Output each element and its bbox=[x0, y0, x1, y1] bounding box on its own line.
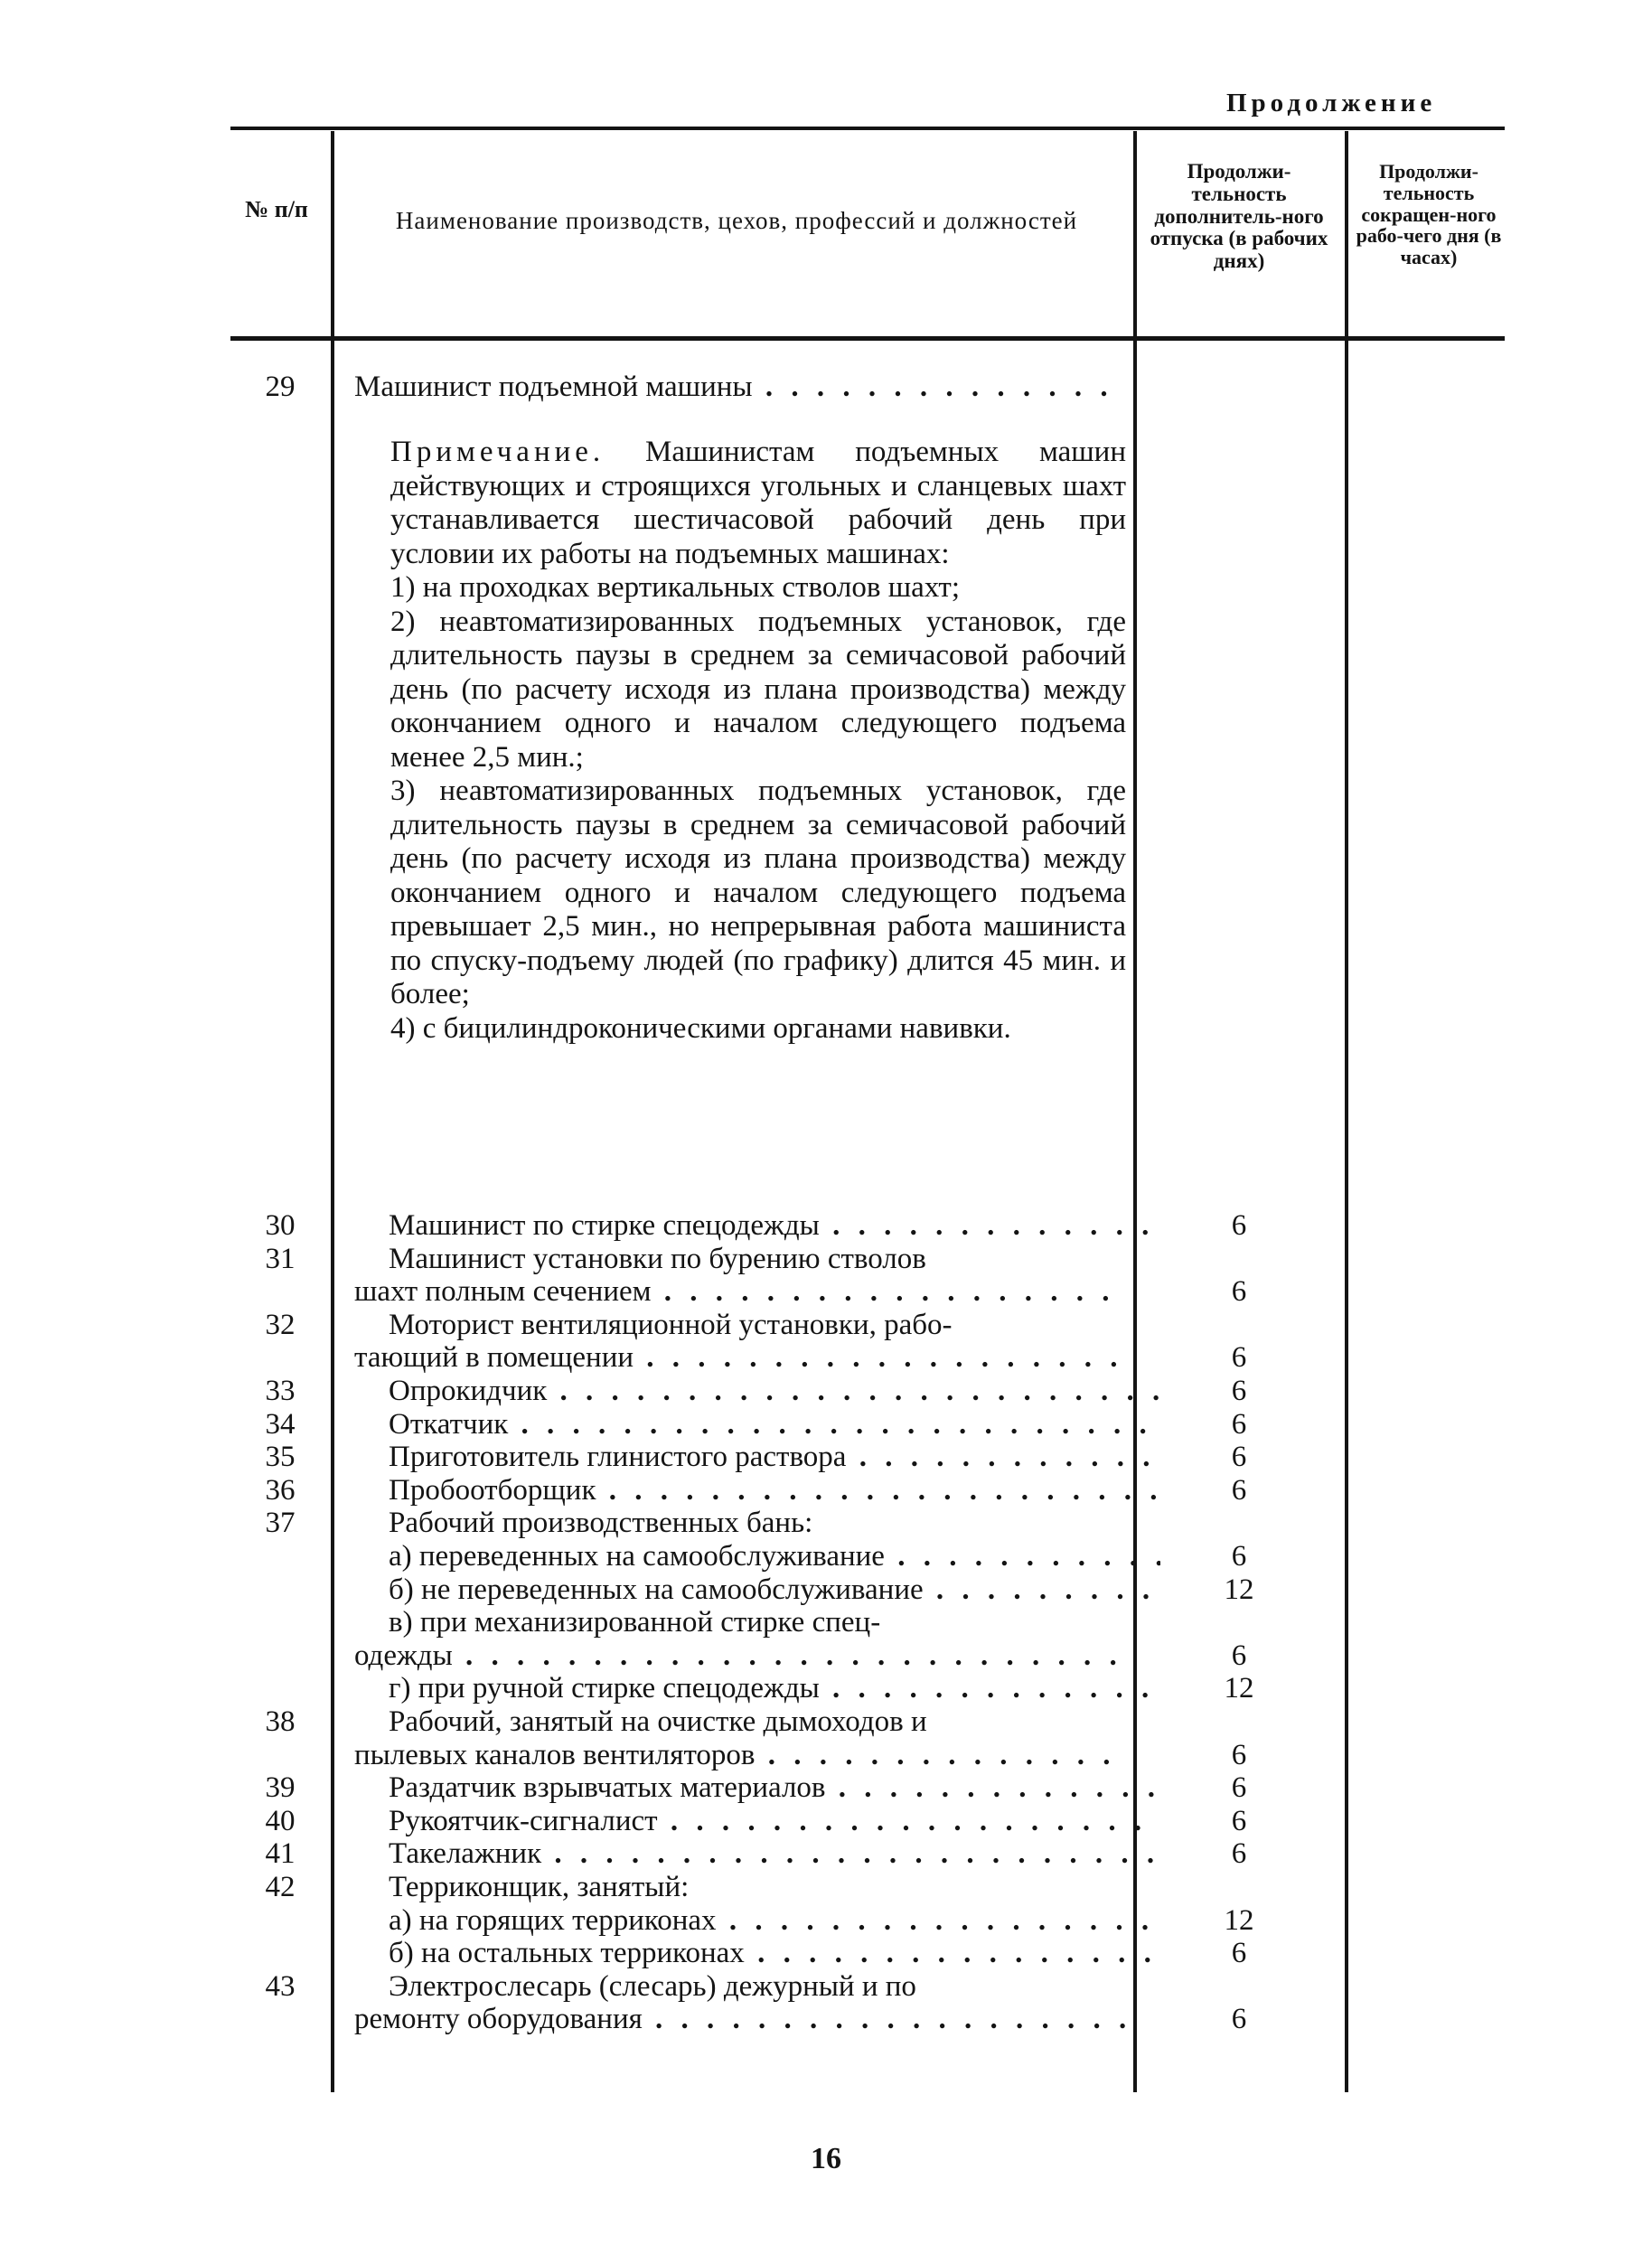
row-name: Такелажник . . . bbox=[389, 1837, 1160, 1871]
table-row bbox=[0, 1408, 1652, 1444]
table-row bbox=[0, 1970, 1652, 2006]
row-leave-value: 6 bbox=[1231, 1341, 1247, 1375]
entry-29-note bbox=[354, 436, 1126, 1046]
row-leave-value: 6 bbox=[1231, 1937, 1247, 1970]
row-name: б) на остальных терриконах . . . bbox=[389, 1937, 1160, 1970]
continuation-label: Продолжение bbox=[1226, 89, 1437, 117]
table-row bbox=[0, 1341, 1652, 1377]
row-leave-value: 6 bbox=[1231, 2003, 1247, 2036]
row-number: 30 bbox=[265, 1209, 296, 1242]
note-item-2: 2) неавтоматизированных подъемных установок, где длительность паузы в среднем за семичасовой рабочий день (по расчету исходя из плана производства) между окончанием одного и началом следующего подъема менее 2,5 мин.; bbox=[390, 605, 1126, 774]
header-leave-duration: Продолжи-тельность дополнитель-ного отпуска (в рабочих днях) bbox=[1150, 160, 1328, 273]
row-number: 33 bbox=[265, 1375, 296, 1407]
row-name: Откатчик . . . bbox=[389, 1408, 1160, 1442]
row-number: 31 bbox=[265, 1242, 296, 1275]
table-row bbox=[0, 1837, 1652, 1874]
row-name: Раздатчик взрывчатых материалов . . . bbox=[389, 1771, 1160, 1805]
table-row bbox=[0, 1771, 1652, 1808]
row-number: 32 bbox=[265, 1308, 296, 1341]
table-row bbox=[0, 1441, 1652, 1477]
header-name: Наименование производств, цехов, профессий и должностей bbox=[395, 207, 1078, 234]
row-leave-value: 6 bbox=[1231, 1441, 1247, 1474]
header-number: № п/п bbox=[245, 196, 308, 222]
row-number: 34 bbox=[265, 1407, 296, 1441]
table-row bbox=[0, 2003, 1652, 2039]
row-number: 35 bbox=[265, 1441, 296, 1474]
table-row bbox=[0, 1309, 1652, 1345]
note-lead: Примечание. bbox=[390, 436, 605, 468]
row-leave-value: 6 bbox=[1231, 1804, 1247, 1837]
header-bottom-rule bbox=[230, 336, 1505, 341]
row-leave-value: 6 bbox=[1231, 1407, 1247, 1441]
row-leave-value: 12 bbox=[1224, 1672, 1254, 1705]
row-name: Рабочий, занятый на очистке дымоходов и bbox=[389, 1705, 927, 1738]
row-number: 37 bbox=[265, 1507, 296, 1540]
table-row bbox=[0, 1573, 1652, 1610]
row-number: 41 bbox=[265, 1837, 296, 1871]
table-row bbox=[0, 1937, 1652, 1973]
row-name: б) не переведенных на самообслуживание . . . bbox=[389, 1573, 1160, 1607]
row-name: в) при механизированной стирке спец- bbox=[389, 1606, 881, 1639]
table-row bbox=[0, 1606, 1652, 1642]
table-row-29 bbox=[0, 371, 1652, 407]
note-item-1: 1) на проходках вертикальных стволов шахт; bbox=[390, 571, 961, 604]
row-leave-value: 6 bbox=[1231, 1275, 1247, 1309]
row-name: шахт полным сечением . . . bbox=[354, 1275, 1126, 1309]
row-name: а) переведенных на самообслуживание . . . bbox=[389, 1540, 1160, 1573]
row-leave-value: 6 bbox=[1231, 1473, 1247, 1507]
table-row bbox=[0, 1243, 1652, 1279]
page-number: 16 bbox=[811, 2142, 841, 2175]
row-leave-value: 6 bbox=[1231, 1540, 1247, 1573]
row-leave-value: 6 bbox=[1231, 1771, 1247, 1805]
row-name: Электрослесарь (слесарь) дежурный и по bbox=[389, 1969, 916, 2003]
row-leave-value: 6 bbox=[1231, 1837, 1247, 1871]
row-name: г) при ручной стирке спецодежды . . . bbox=[389, 1672, 1160, 1705]
note-item-4: 4) с бицилиндроконическими органами навивки. bbox=[390, 1011, 1011, 1045]
row-name: Опрокидчик . . . bbox=[389, 1375, 1160, 1408]
row-number: 29 bbox=[265, 371, 296, 403]
row-name: пылевых каналов вентиляторов . . . bbox=[354, 1739, 1126, 1772]
table-row bbox=[0, 1739, 1652, 1775]
row-leave-value: 6 bbox=[1231, 1375, 1247, 1407]
table-row bbox=[0, 1705, 1652, 1742]
note-text: Машинистам подъемных машин действующих и строящихся угольных и сланцевых шахт устанавливается шестичасовой рабочий день при условии их работы на подъемных машинах: bbox=[390, 436, 1126, 570]
row-name: Машинист подъемной машины . . . bbox=[354, 371, 1126, 404]
row-number: 42 bbox=[265, 1871, 296, 1903]
row-name: Приготовитель глинистого раствора . . . bbox=[389, 1441, 1160, 1474]
row-name: Терриконщик, занятый: bbox=[389, 1871, 690, 1903]
table-row bbox=[0, 1375, 1652, 1411]
row-number: 38 bbox=[265, 1705, 296, 1738]
row-name: Машинист установки по бурению стволов bbox=[389, 1242, 926, 1275]
row-name: а) на горящих терриконах . . . bbox=[389, 1904, 1160, 1938]
row-leave-value: 6 bbox=[1231, 1738, 1247, 1771]
table-row bbox=[0, 1672, 1652, 1708]
row-name: Рабочий производственных бань: bbox=[389, 1507, 813, 1540]
row-leave-value: 6 bbox=[1231, 1209, 1247, 1242]
row-leave-value: 12 bbox=[1224, 1573, 1254, 1606]
row-name: ремонту оборудования . . . bbox=[354, 2003, 1126, 2036]
row-number: 40 bbox=[265, 1804, 296, 1837]
table-row bbox=[0, 1474, 1652, 1510]
table-row bbox=[0, 1507, 1652, 1543]
table-top-rule bbox=[230, 127, 1505, 130]
row-leave-value: 6 bbox=[1231, 1639, 1247, 1672]
row-number: 39 bbox=[265, 1771, 296, 1805]
table-row bbox=[0, 1871, 1652, 1907]
table-row bbox=[0, 1904, 1652, 1940]
table-row bbox=[0, 1275, 1652, 1311]
row-number: 43 bbox=[265, 1969, 296, 2003]
row-number: 36 bbox=[265, 1473, 296, 1507]
table-row bbox=[0, 1209, 1652, 1245]
header-workday-duration: Продолжи-тельность сокращен-ного рабо-чего дня (в часах) bbox=[1356, 160, 1502, 268]
table-row bbox=[0, 1639, 1652, 1676]
row-name: Машинист по стирке спецодежды . . . bbox=[389, 1209, 1160, 1243]
row-leave-value: 12 bbox=[1224, 1903, 1254, 1937]
row-name: тающий в помещении . . . bbox=[354, 1341, 1126, 1375]
table-row bbox=[0, 1540, 1652, 1576]
row-name: Моторист вентиляционной установки, рабо- bbox=[389, 1308, 953, 1341]
table-row bbox=[0, 1805, 1652, 1841]
row-name: Пробоотборщик . . . bbox=[389, 1474, 1160, 1507]
note-item-3: 3) неавтоматизированных подъемных установок, где длительность паузы в среднем за семичасовой рабочий день (по расчету исходя из плана производства) между окончанием одного и началом следующего подъема превышает 2,5 мин., но непрерывная работа машиниста по спуску-подъему людей (по графику) длится 45 мин. и более; bbox=[390, 775, 1126, 1010]
row-name: одежды . . . bbox=[354, 1639, 1126, 1673]
row-name: Рукоятчик-сигналист . . . bbox=[389, 1805, 1160, 1838]
